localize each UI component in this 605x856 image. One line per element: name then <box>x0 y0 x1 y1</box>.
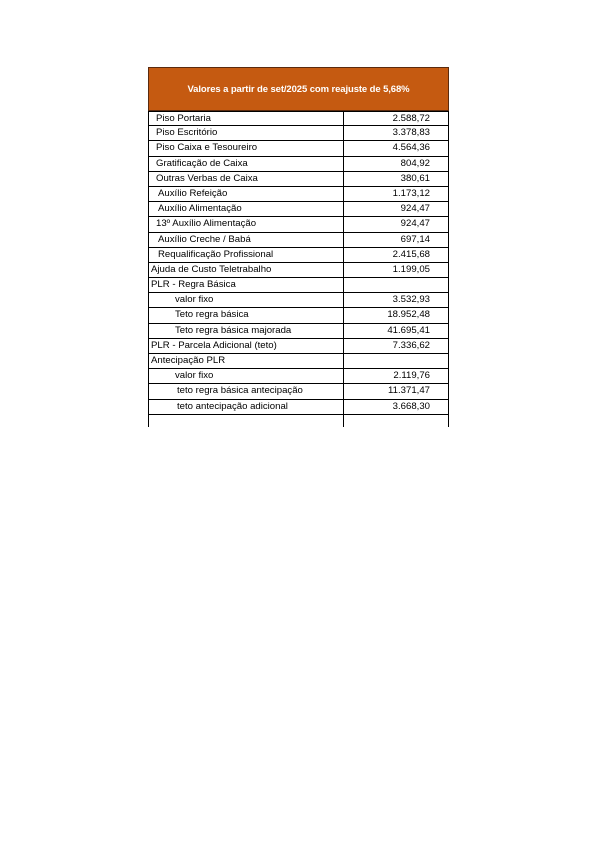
table-row <box>149 187 448 202</box>
row-value: 7.336,62 <box>392 339 430 351</box>
table-row <box>149 157 448 172</box>
row-value: 41.695,41 <box>387 324 430 336</box>
table-row <box>149 369 448 384</box>
table-row <box>149 308 448 323</box>
table-row <box>149 126 448 141</box>
row-value: 3.668,30 <box>392 400 430 412</box>
row-label: PLR - Parcela Adicional (teto) <box>149 339 344 353</box>
row-value: 380,61 <box>400 172 430 184</box>
row-label: PLR - Regra Básica <box>149 278 344 292</box>
table-row <box>149 141 448 156</box>
row-label: Teto regra básica <box>149 308 344 322</box>
row-value: 1.173,12 <box>392 187 430 199</box>
row-value: 697,14 <box>400 233 430 245</box>
row-value: 4.564,36 <box>392 142 430 154</box>
salary-table <box>148 67 449 427</box>
table-row-end <box>149 415 448 427</box>
row-value: 2.119,76 <box>393 370 430 382</box>
row-label: Auxílio Alimentação <box>149 202 344 216</box>
row-label: Piso Escritório <box>149 126 344 140</box>
table-body <box>148 111 449 427</box>
table-row <box>149 400 448 415</box>
row-label: teto regra básica antecipação <box>149 384 344 398</box>
table-row <box>149 202 448 217</box>
table-title: Valores a partir de set/2025 com reajuste de 5,68% <box>187 83 410 95</box>
row-label: teto antecipação adicional <box>149 400 344 414</box>
row-value: 3.532,93 <box>392 294 430 306</box>
table-row <box>149 248 448 263</box>
row-label: Auxílio Creche / Babá <box>149 233 344 247</box>
row-label: Outras Verbas de Caixa <box>149 172 344 186</box>
row-label: valor fixo <box>149 369 344 383</box>
row-value: 924,47 <box>400 203 430 215</box>
table-row <box>149 172 448 187</box>
row-value <box>344 354 448 368</box>
table-row <box>149 217 448 232</box>
row-label: 13º Auxílio Alimentação <box>149 217 344 231</box>
row-label-empty <box>149 415 344 427</box>
table-row <box>149 263 448 278</box>
row-value: 1.199,05 <box>392 263 430 275</box>
row-label: Antecipação PLR <box>149 354 344 368</box>
row-label: Teto regra básica majorada <box>149 324 344 338</box>
table-row <box>149 384 448 399</box>
row-value: 2.588,72 <box>392 113 430 124</box>
row-label: Piso Portaria <box>149 112 344 125</box>
row-label: Ajuda de Custo Teletrabalho <box>149 263 344 277</box>
table-row <box>149 324 448 339</box>
row-value: 11.371,47 <box>388 385 430 397</box>
row-value: 2.415,68 <box>392 248 430 260</box>
table-row <box>149 233 448 248</box>
row-value: 3.378,83 <box>392 127 430 139</box>
row-value: 804,92 <box>400 157 430 169</box>
table-row <box>149 293 448 308</box>
table-row <box>149 354 448 369</box>
row-value: 18.952,48 <box>387 309 430 321</box>
row-label: Piso Caixa e Tesoureiro <box>149 141 344 155</box>
row-label: Requalificação Profissional <box>149 248 344 262</box>
row-value <box>344 278 448 292</box>
table-header <box>148 67 449 111</box>
table-row <box>149 278 448 293</box>
row-value: 924,47 <box>400 218 430 230</box>
row-label: Auxílio Refeição <box>149 187 344 201</box>
table-row <box>149 339 448 354</box>
row-label: Gratificação de Caixa <box>149 157 344 171</box>
table-row <box>149 111 448 126</box>
row-label: valor fixo <box>149 293 344 307</box>
